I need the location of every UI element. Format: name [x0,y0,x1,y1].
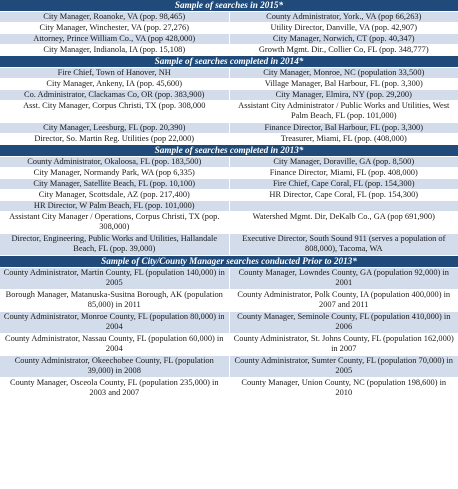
table-row [0,334,458,356]
table-row [0,179,458,190]
table-row [0,134,458,145]
table-cell: Utility Director, Danville, VA (pop. 42,907) [229,23,458,34]
table-row [0,79,458,90]
section-title: Sample of searches completed in 2014* [0,56,458,68]
table-row [0,12,458,23]
table-cell: Director, Engineering, Public Works and Utilities, Hallandale Beach, FL (pop. 39,000) [0,234,229,256]
table-cell: County Administrator, Polk County, IA (population 400,000) in 2007 and 2011 [229,290,458,312]
table-row [0,201,458,212]
table-cell: Treasurer, Miami, FL (pop. (408,000) [229,134,458,145]
table-row [0,90,458,101]
table-cell: City Manager, Monroe, NC (population 33,500) [229,68,458,79]
table-cell: City Manager, Winchester, VA (pop. 27,276) [0,23,229,34]
table-cell: County Manager, Lowndes County, GA (population 92,000) in 2001 [229,268,458,290]
table-cell: County Manager, Osceola County, FL (population 235,000) in 2003 and 2007 [0,378,229,400]
table-row [0,34,458,45]
table-cell: County Administrator, Okaloosa, FL (pop. 183,500) [0,157,229,168]
table-cell: Executive Director, South Sound 911 (serves a population of 808,000), Tacoma, WA [229,234,458,256]
table-cell: HR Director, W Palm Beach, FL (pop. 101,000) [0,201,229,212]
table-row [0,101,458,123]
table-cell: City Manager, Elmira, NY (pop. 29,200) [229,90,458,101]
section-header [0,256,458,268]
table-cell [229,201,458,212]
section-header [0,56,458,68]
table-cell: City Manager, Indianola, IA (pop. 15,108) [0,45,229,56]
table-cell: Director, So. Martin Reg. Utilities (pop 22,000) [0,134,229,145]
table-cell: County Administrator, Sumter County, FL (population 70,000) in 2005 [229,356,458,378]
table-cell: Assistant City Administrator / Public Works and Utilities, West Palm Beach, FL (pop. 101,000) [229,101,458,123]
table-row [0,268,458,290]
table-cell: Finance Director, Bal Harbour, FL (pop. 3,300) [229,123,458,134]
table-cell: City Manager, Leesburg, FL (pop. 20,390) [0,123,229,134]
section-header [0,0,458,12]
table-cell: County Administrator, Nassau County, FL (population 60,000) in 2004 [0,334,229,356]
table-cell: Village Manager, Bal Harbour, FL (pop. 3,300) [229,79,458,90]
section-header [0,145,458,157]
section-title: Sample of City/County Manager searches conducted Prior to 2013* [0,256,458,268]
section-title: Sample of searches completed in 2013* [0,145,458,157]
table-cell: City Manager, Ankeny, IA (pop. 45,600) [0,79,229,90]
table-row [0,157,458,168]
table-cell: Growth Mgmt. Dir., Collier Co, FL (pop. 348,777) [229,45,458,56]
table-row [0,356,458,378]
table-cell: HR Director, Cape Coral, FL (pop. 154,300) [229,190,458,201]
section-title: Sample of searches in 2015* [0,0,458,12]
table-cell: Borough Manager, Matanuska-Susitna Borough, AK (population 85,000) in 2011 [0,290,229,312]
table-cell: Co. Administrator, Clackamas Co, OR (pop. 383,900) [0,90,229,101]
table-cell: City Manager, Scottsdale, AZ (pop. 217,400) [0,190,229,201]
table-cell: County Administrator, Martin County, FL (population 140,000) in 2005 [0,268,229,290]
table-cell: City Manager, Satellite Beach, FL (pop. 10,100) [0,179,229,190]
table-cell: County Administrator, Okeechobee County, FL (population 39,000) in 2008 [0,356,229,378]
table-cell: City Manager, Normandy Park, WA (pop 6,335) [0,168,229,179]
table-cell: County Administrator, York., VA (pop 66,263) [229,12,458,23]
table-row [0,290,458,312]
table-row [0,23,458,34]
table-row [0,212,458,234]
table-cell: City Manager, Roanoke, VA (pop. 98,465) [0,12,229,23]
table-cell: Fire Chief, Town of Hanover, NH [0,68,229,79]
table-row [0,234,458,256]
table-cell: County Administrator, St. Johns County, FL (population 162,000) in 2007 [229,334,458,356]
table-cell: Fire Chief, Cape Coral, FL (pop. 154,300) [229,179,458,190]
table-row [0,378,458,400]
table-cell: Finance Director, Miami, FL (pop. 408,000) [229,168,458,179]
table-cell: Attorney, Prince William Co., VA (pop 428,000) [0,34,229,45]
table-cell: County Manager, Union County, NC (population 198,600) in 2010 [229,378,458,400]
table-row [0,312,458,334]
table-cell: City Manager, Doraville, GA (pop. 8,500) [229,157,458,168]
table-cell: County Administrator, Monroe County, FL (population 80,000) in 2004 [0,312,229,334]
table-cell: Assistant City Manager / Operations, Corpus Christi, TX (pop. 308,000) [0,212,229,234]
table-cell: Watershed Mgmt. Dir, DeKalb Co., GA (pop 691,900) [229,212,458,234]
table-row [0,190,458,201]
table-cell: Asst. City Manager, Corpus Christi, TX (pop. 308,000 [0,101,229,123]
table-row [0,123,458,134]
table-row [0,168,458,179]
table-row [0,45,458,56]
table-cell: County Manager, Seminole County, FL (population 410,000) in 2006 [229,312,458,334]
table-cell: City Manager, Norwich, CT (pop. 40,347) [229,34,458,45]
table-row [0,68,458,79]
